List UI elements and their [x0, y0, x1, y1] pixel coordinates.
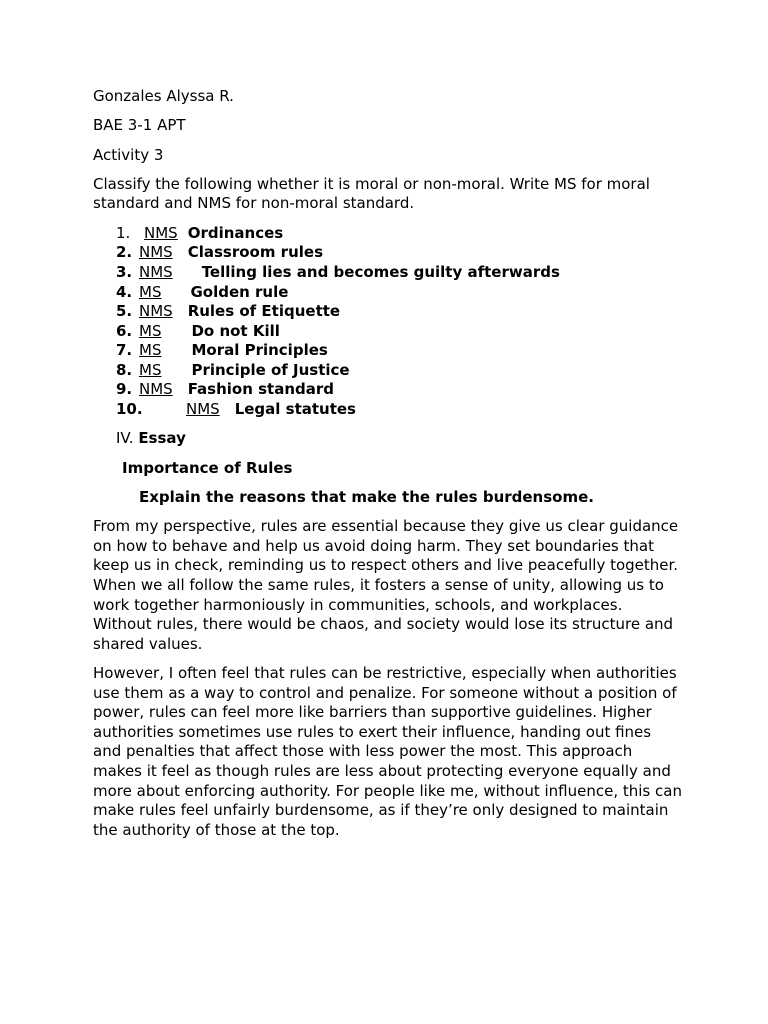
document-page: [93, 87, 683, 850]
item-number: 8.: [116, 360, 133, 379]
item-code: NMS: [186, 400, 220, 419]
essay-label: Essay: [138, 429, 186, 448]
list-item: [93, 361, 683, 381]
item-code: NMS: [144, 223, 178, 242]
item-number: 1.: [116, 223, 131, 242]
item-text: Ordinances: [187, 223, 284, 242]
item-code: NMS: [139, 243, 173, 262]
item-code: MS: [139, 341, 162, 360]
item-text: Legal statutes: [234, 400, 356, 419]
essay-prompt: Explain the reasons that make the rules burdensome.: [139, 487, 594, 506]
item-text: Rules of Etiquette: [187, 302, 341, 321]
list-item: [93, 380, 683, 400]
item-text: Principle of Justice: [191, 360, 350, 379]
list-item: [93, 283, 683, 303]
list-item: [93, 243, 683, 263]
list-item: [93, 263, 683, 283]
item-code: MS: [139, 360, 162, 379]
item-text: Moral Principles: [191, 341, 328, 360]
item-number: 6.: [116, 321, 133, 340]
essay-heading: [116, 429, 683, 449]
item-code: MS: [139, 321, 162, 340]
item-number: 9.: [116, 380, 133, 399]
essay-number: IV.: [116, 429, 134, 448]
list-item: [93, 341, 683, 361]
item-text: Telling lies and becomes guilty afterwards: [201, 262, 560, 281]
student-name: Gonzales Alyssa R.: [93, 87, 234, 105]
item-number: 5.: [116, 302, 133, 321]
student-section: BAE 3-1 APT: [93, 116, 186, 135]
essay-paragraph-1: From my perspective, rules are essential because they give us clear guidance on how to behave and help us avoid doing harm. They set boundaries that keep us in check, reminding us to respect others and live peacefully together. When we all follow the same rules, it fosters a sense of unity, allowing us to work together harmoniously in communities, schools, and workplaces. Without rules, there would be chaos, and society would lose its structure and shared values.: [93, 517, 679, 653]
item-text: Do not Kill: [191, 321, 280, 340]
essay-paragraph-2: However, I often feel that rules can be restrictive, especially when authorities use them as a way to control and penalize. For someone without a position of power, rules can feel more like barriers than supportive guidelines. Higher authorities sometimes use rules to exert their influence, handing out fines and penalties that affect those with less power the most. This approach makes it feel as though rules are less about protecting everyone equally and more about enforcing authority. For people like me, without influence, this can make rules feel unfairly burdensome, as if they’re only designed to maintain the authority of those at the top.: [93, 664, 682, 839]
item-code: MS: [139, 282, 162, 301]
item-code: NMS: [139, 380, 173, 399]
essay-title: Importance of Rules: [122, 458, 293, 477]
activity-title: Activity 3: [93, 145, 164, 164]
item-number: 4.: [116, 282, 133, 301]
instructions: Classify the following whether it is moral or non-moral. Write MS for moral standard and NMS for non-moral standard.: [93, 174, 650, 213]
item-number: 2.: [116, 243, 133, 262]
item-number: 10.: [116, 400, 143, 419]
list-item: [93, 400, 683, 420]
item-code: NMS: [139, 262, 173, 281]
list-item: [93, 224, 683, 244]
item-code: NMS: [139, 302, 173, 321]
list-item: [93, 302, 683, 322]
item-number: 7.: [116, 341, 133, 360]
item-text: Fashion standard: [187, 380, 335, 399]
item-text: Classroom rules: [187, 243, 323, 262]
item-number: 3.: [116, 262, 133, 281]
classification-list: [93, 224, 683, 420]
list-item: [93, 322, 683, 342]
item-text: Golden rule: [190, 282, 289, 301]
